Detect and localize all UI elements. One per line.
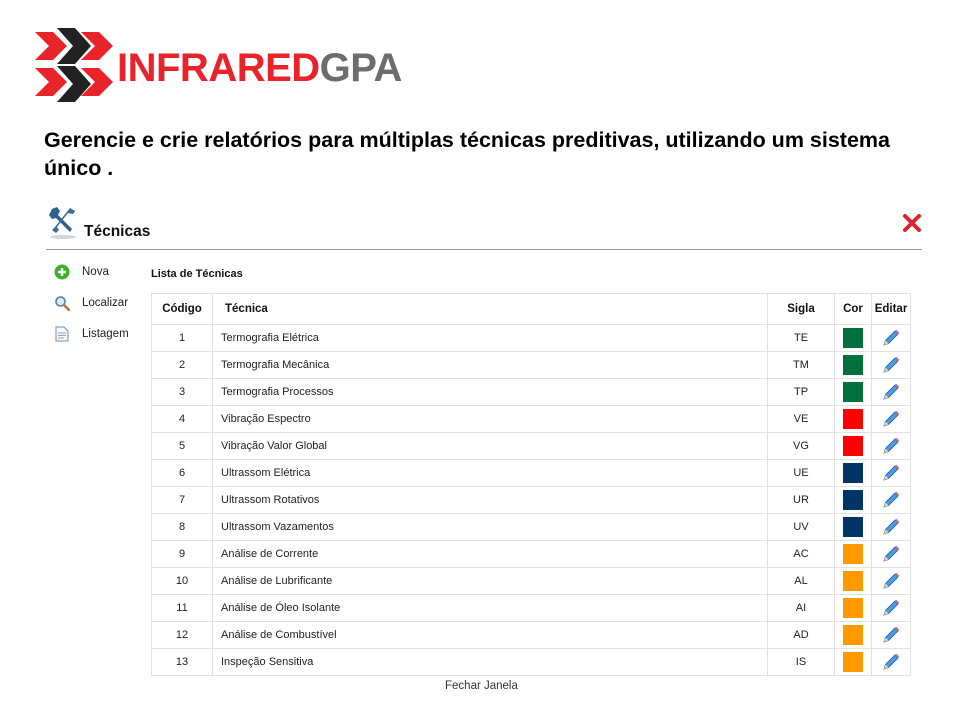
cell-tecnica: Vibração Espectro — [213, 406, 768, 433]
cell-tecnica: Análise de Óleo Isolante — [213, 595, 768, 622]
edit-icon[interactable] — [881, 436, 901, 456]
cell-codigo: 11 — [152, 595, 213, 622]
header-codigo: Código — [152, 294, 213, 325]
search-icon — [53, 294, 71, 312]
color-swatch — [843, 544, 863, 564]
menu-item-label: Localizar — [82, 297, 129, 309]
table-row — [152, 406, 911, 433]
edit-icon[interactable] — [881, 463, 901, 483]
list-title: Lista de Técnicas — [151, 268, 243, 280]
cell-codigo: 8 — [152, 514, 213, 541]
cell-cor — [835, 622, 872, 649]
cell-sigla: TM — [768, 352, 835, 379]
cell-tecnica: Análise de Lubrificante — [213, 568, 768, 595]
cell-editar — [872, 487, 911, 514]
cell-tecnica: Ultrassom Vazamentos — [213, 514, 768, 541]
table-row — [152, 514, 911, 541]
cell-sigla: AD — [768, 622, 835, 649]
table-row — [152, 568, 911, 595]
cell-editar — [872, 460, 911, 487]
cell-tecnica: Termografia Mecânica — [213, 352, 768, 379]
cell-codigo: 9 — [152, 541, 213, 568]
table-row — [152, 352, 911, 379]
close-icon[interactable] — [902, 213, 922, 233]
cell-editar — [872, 541, 911, 568]
cell-cor — [835, 433, 872, 460]
cell-codigo: 7 — [152, 487, 213, 514]
cell-cor — [835, 649, 872, 676]
cell-tecnica: Ultrassom Elétrica — [213, 460, 768, 487]
cell-editar — [872, 352, 911, 379]
header-sigla: Sigla — [768, 294, 835, 325]
cell-cor — [835, 595, 872, 622]
cell-sigla: AI — [768, 595, 835, 622]
cell-editar — [872, 649, 911, 676]
cell-cor — [835, 460, 872, 487]
color-swatch — [843, 652, 863, 672]
edit-icon[interactable] — [881, 409, 901, 429]
cell-sigla: VE — [768, 406, 835, 433]
cell-sigla: TE — [768, 325, 835, 352]
brand-name-part2: GPA — [319, 46, 402, 90]
cell-cor — [835, 514, 872, 541]
color-swatch — [843, 571, 863, 591]
brand-name — [117, 40, 402, 96]
cell-sigla: AC — [768, 541, 835, 568]
cell-sigla: UV — [768, 514, 835, 541]
table-row — [152, 541, 911, 568]
color-swatch — [843, 436, 863, 456]
menu-item-listagem[interactable] — [53, 324, 129, 344]
table-header-row — [152, 294, 911, 325]
table-row — [152, 433, 911, 460]
table-row — [152, 325, 911, 352]
edit-icon[interactable] — [881, 598, 901, 618]
color-swatch — [843, 382, 863, 402]
edit-icon[interactable] — [881, 571, 901, 591]
header-editar: Editar — [872, 294, 911, 325]
table-row — [152, 622, 911, 649]
cell-sigla: TP — [768, 379, 835, 406]
cell-codigo: 5 — [152, 433, 213, 460]
cell-cor — [835, 541, 872, 568]
cell-cor — [835, 379, 872, 406]
cell-editar — [872, 568, 911, 595]
edit-icon[interactable] — [881, 517, 901, 537]
cell-sigla: UE — [768, 460, 835, 487]
table-row — [152, 487, 911, 514]
menu-item-label: Listagem — [82, 328, 129, 340]
logo-mark-icon — [33, 26, 113, 104]
cell-codigo: 2 — [152, 352, 213, 379]
panel-title: Técnicas — [84, 223, 151, 240]
table-row — [152, 595, 911, 622]
cell-sigla: IS — [768, 649, 835, 676]
cell-codigo: 6 — [152, 460, 213, 487]
edit-icon[interactable] — [881, 382, 901, 402]
cell-editar — [872, 379, 911, 406]
edit-icon[interactable] — [881, 652, 901, 672]
cell-codigo: 4 — [152, 406, 213, 433]
edit-icon[interactable] — [881, 625, 901, 645]
cell-codigo: 10 — [152, 568, 213, 595]
brand-logo — [33, 26, 453, 106]
cell-tecnica: Inspeção Sensitiva — [213, 649, 768, 676]
techniques-table — [151, 293, 911, 676]
edit-icon[interactable] — [881, 544, 901, 564]
color-swatch — [843, 355, 863, 375]
cell-codigo: 12 — [152, 622, 213, 649]
color-swatch — [843, 328, 863, 348]
table-row — [152, 379, 911, 406]
cell-cor — [835, 325, 872, 352]
cell-sigla: AL — [768, 568, 835, 595]
close-window-link[interactable]: Fechar Janela — [445, 680, 518, 692]
edit-icon[interactable] — [881, 490, 901, 510]
cell-cor — [835, 406, 872, 433]
cell-codigo: 1 — [152, 325, 213, 352]
document-icon — [53, 325, 71, 343]
header-tecnica: Técnica — [213, 294, 768, 325]
table-row — [152, 460, 911, 487]
header-cor: Cor — [835, 294, 872, 325]
edit-icon[interactable] — [881, 328, 901, 348]
cell-editar — [872, 514, 911, 541]
cell-codigo: 3 — [152, 379, 213, 406]
cell-tecnica: Ultrassom Rotativos — [213, 487, 768, 514]
color-swatch — [843, 409, 863, 429]
menu-item-localizar[interactable] — [53, 293, 128, 313]
tools-icon — [48, 205, 78, 239]
color-swatch — [843, 490, 863, 510]
cell-editar — [872, 406, 911, 433]
cell-cor — [835, 568, 872, 595]
cell-editar — [872, 325, 911, 352]
headline: Gerencie e crie relatórios para múltiplas técnicas preditivas, utilizando um sistema único . — [44, 128, 890, 180]
color-swatch — [843, 463, 863, 483]
cell-tecnica: Análise de Corrente — [213, 541, 768, 568]
menu-item-label: Nova — [82, 266, 109, 278]
header-divider — [46, 249, 922, 250]
brand-name-part1: INFRARED — [117, 46, 320, 90]
menu-item-nova[interactable] — [53, 262, 109, 282]
cell-editar — [872, 433, 911, 460]
cell-sigla: VG — [768, 433, 835, 460]
add-icon — [53, 263, 71, 281]
cell-tecnica: Análise de Combustível — [213, 622, 768, 649]
cell-tecnica: Termografia Elétrica — [213, 325, 768, 352]
cell-tecnica: Vibração Valor Global — [213, 433, 768, 460]
cell-tecnica: Termografia Processos — [213, 379, 768, 406]
cell-editar — [872, 622, 911, 649]
color-swatch — [843, 625, 863, 645]
cell-cor — [835, 487, 872, 514]
cell-codigo: 13 — [152, 649, 213, 676]
color-swatch — [843, 598, 863, 618]
cell-sigla: UR — [768, 487, 835, 514]
edit-icon[interactable] — [881, 355, 901, 375]
cell-editar — [872, 595, 911, 622]
color-swatch — [843, 517, 863, 537]
cell-cor — [835, 352, 872, 379]
table-row — [152, 649, 911, 676]
